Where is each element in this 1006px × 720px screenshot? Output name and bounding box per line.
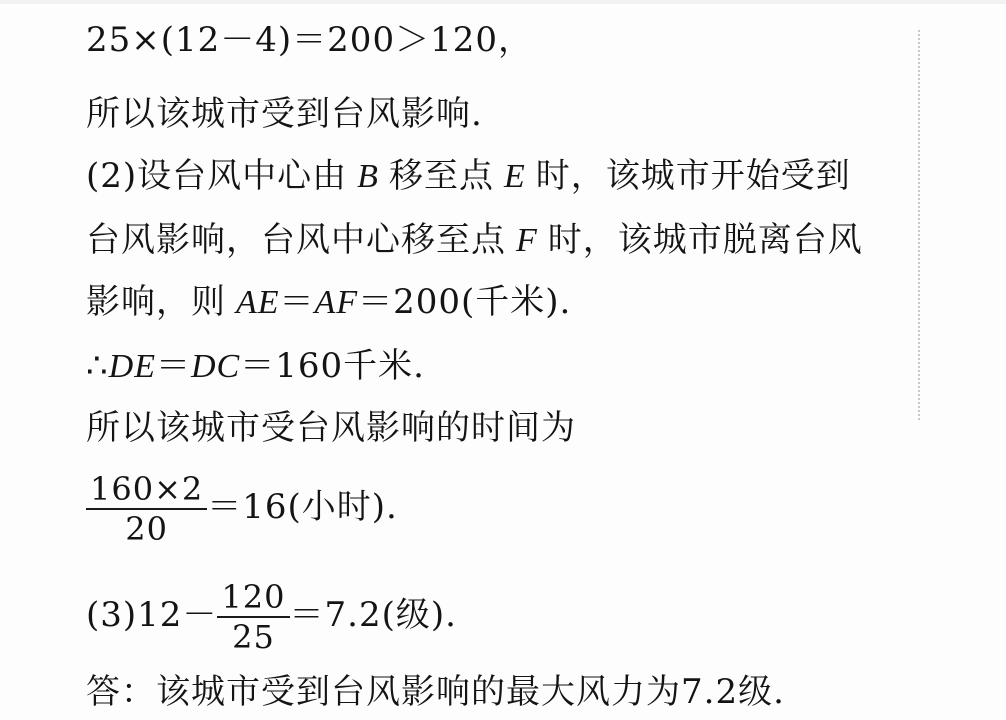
text-segment: (3)12－ [86,595,218,635]
fraction-numerator: 160×2 [86,470,207,510]
answer-text: 答：该城市受到台风影响的最大风力为7.2级. [86,672,785,712]
equals-sign: ＝ [155,346,191,386]
fraction [86,470,207,548]
equals-sign: ＝ [279,282,315,322]
text-segment: ＝160千米. [240,346,425,386]
fraction-denominator: 20 [125,510,168,548]
fraction [217,578,289,656]
solution-line-10 [86,672,785,712]
text-segment: 影响，则 [86,282,226,322]
solution-line-1 [86,20,533,60]
text-segment: 时，该城市脱离台风 [547,220,863,260]
solution-line-7 [86,408,576,448]
solution-line-3 [86,156,851,197]
solution-line-2 [86,94,483,134]
segment-de: DE [108,348,156,385]
fraction-denominator: 25 [232,618,275,656]
text-segment: 时，该城市开始受到 [535,156,851,196]
equation-text: 25×(12－4)＝200＞120， [86,20,533,60]
text-segment: ＝200(千米). [358,282,572,322]
text-segment: ＝16(小时). [207,487,398,527]
solution-line-8 [86,470,398,548]
text-segment: ＝7.2(级). [289,595,457,635]
solution-line-5 [86,282,571,323]
top-edge [0,0,1006,4]
point-label-f: F [516,222,538,259]
segment-af: AF [314,284,359,321]
margin-dotted-rule [918,30,920,420]
solution-line-4 [86,220,863,261]
text-segment: 所以该城市受台风影响的时间为 [86,408,576,448]
text-segment: 台风影响，台风中心移至点 [86,220,506,260]
text-segment: (2)设台风中心由 [86,156,348,196]
segment-dc: DC [190,348,241,385]
therefore-symbol: ∴ [86,346,109,386]
solution-line-9 [86,578,457,656]
point-label-b: B [357,158,379,195]
solution-line-6 [86,346,425,387]
point-label-e: E [503,158,526,195]
fraction-numerator: 120 [217,578,289,618]
segment-ae: AE [236,284,280,321]
text-segment: 移至点 [388,156,494,196]
conclusion-text: 所以该城市受到台风影响. [86,94,483,134]
